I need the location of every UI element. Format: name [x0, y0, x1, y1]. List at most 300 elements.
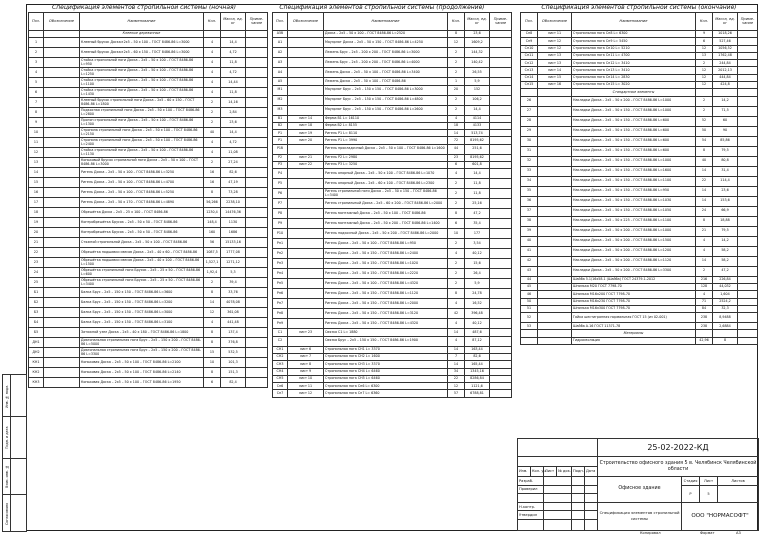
- table-cell: 44,032: [713, 283, 738, 290]
- table-cell: Ригель Доска – 2х5 – 50 х 150 – ГОСТ 8486-86 L=1020: [324, 259, 448, 269]
- table-cell: Ригель Р1 L= 8110: [324, 130, 448, 137]
- table-cell: Б1: [29, 288, 44, 298]
- table-cell: [538, 106, 572, 116]
- table-cell: Балка Брус – 2х5 – 150 х 150 – ГОСТ 8486-86 L=3200: [80, 298, 204, 308]
- table-cell: [490, 353, 512, 360]
- table-cell: [738, 52, 758, 59]
- table-row: [521, 106, 758, 116]
- table-cell: 2: [696, 106, 713, 116]
- table-cell: 2524,2: [713, 298, 738, 305]
- table-row: [273, 105, 512, 115]
- table-cell: [44, 148, 80, 158]
- table-cell: 52: [521, 313, 538, 323]
- table-cell: Стяжной стропильной Доска – 2х5 – 50 х 100 – ГОСТ 8486-86: [80, 238, 204, 248]
- table-cell: 4114: [465, 115, 490, 122]
- table-cell: Р10: [273, 229, 288, 239]
- table-row: [273, 115, 512, 122]
- table-cell: Мауэрлат Брус – 2х5 – 150 х 150 – ГОСТ 8486-86 L=4800: [324, 95, 448, 105]
- table-cell: [538, 216, 572, 226]
- stamp-col-doc: № док.: [557, 467, 572, 477]
- table-row: [29, 138, 268, 148]
- table-cell: 56: [204, 238, 221, 248]
- table-cell: Обрешётка подшивки свесов Доска – 2х5 – 40 х 100 – ГОСТ 8486-86 L=1500: [80, 258, 204, 268]
- sheets-header: Листов: [718, 476, 759, 485]
- table-cell: Р4: [273, 169, 288, 179]
- table-row: [273, 361, 512, 368]
- table-cell: СН2: [273, 353, 288, 360]
- table-cell: 11,08: [221, 148, 246, 158]
- table-cell: Гидроизоляция: [572, 337, 696, 344]
- table-cell: 13: [696, 52, 713, 59]
- table-cell: Ригель стропильный Доска – 2х5 – 60 х 200 – ГОСТ 8486-86 L=2000: [324, 199, 448, 209]
- table-cell: 18: [448, 122, 465, 129]
- table-cell: [738, 67, 758, 74]
- table-cell: [538, 276, 572, 283]
- table-cell: лист 11: [538, 31, 572, 38]
- table-cell: 82,4: [221, 378, 246, 388]
- table-row: [29, 48, 268, 58]
- table-cell: [44, 88, 80, 98]
- table-cell: [490, 390, 512, 397]
- spec-table-1-body: [29, 31, 268, 388]
- table-cell: [738, 176, 758, 186]
- table-cell: [490, 329, 512, 336]
- sheet-title: Спецификация элементов стропильной системы: [598, 502, 682, 530]
- table-cell: лист 14: [288, 115, 324, 122]
- table-cell: [538, 337, 572, 344]
- table-cell: [288, 144, 324, 154]
- table-cell: 21: [696, 226, 713, 236]
- table-cell: Ригель Доска – 2х5 – 50 х 170 – ГОСТ 8486-86 L=4890: [80, 198, 204, 208]
- table-cell: 54: [696, 136, 713, 146]
- table-cell: [490, 199, 512, 209]
- table-cell: [288, 105, 324, 115]
- table-cell: [288, 189, 324, 199]
- table-cell: 40,12: [465, 249, 490, 259]
- table-row: [521, 256, 758, 266]
- table-cell: 4: [448, 249, 465, 259]
- table-cell: [521, 89, 538, 96]
- table-cell: 163,44: [465, 346, 490, 353]
- table-cell: Б3: [29, 308, 44, 318]
- table-row: [29, 358, 268, 368]
- table-cell: 57: [448, 390, 465, 397]
- table-cell: Накладки Доска – 2х5 – 50 х 150 – ГОСТ 8486-86 L=1000: [572, 156, 696, 166]
- table-cell: [738, 96, 758, 106]
- table-cell: [738, 256, 758, 266]
- table-cell: 2: [204, 108, 221, 118]
- table-row: [273, 329, 512, 336]
- table-cell: [288, 31, 324, 38]
- table-cell: Накладки Доска – 2х5 – 50 х 200 – ГОСТ 8486-86 L=1500: [572, 236, 696, 246]
- table-cell: 15: [29, 178, 44, 188]
- table-cell: [490, 346, 512, 353]
- table-cell: 87,12: [465, 336, 490, 346]
- table-cell: [44, 248, 80, 258]
- table-cell: 45: [521, 283, 538, 290]
- table-cell: [288, 78, 324, 85]
- table-cell: [44, 48, 80, 58]
- table-cell: [490, 259, 512, 269]
- table-cell: лист 22: [288, 162, 324, 169]
- stage-value: Р: [682, 485, 700, 502]
- table-cell: Стропильная нога Сн15 L= 3020: [572, 82, 696, 89]
- table-cell: [538, 126, 572, 136]
- table-cell: 14: [448, 346, 465, 353]
- table-cell: лист 14: [538, 67, 572, 74]
- table-cell: 10: [204, 358, 221, 368]
- table-cell: [246, 31, 268, 38]
- table-cell: [44, 378, 80, 388]
- table-cell: 15133,16: [221, 238, 246, 248]
- table-cell: А4: [273, 68, 288, 78]
- table-row: [29, 208, 268, 218]
- table-cell: 66,9: [713, 206, 738, 216]
- table-cell: Связка Брус – 2х5 – 150 х 150 – ГОСТ 8486-86 L=1900: [324, 336, 448, 346]
- table-cell: Р7: [273, 199, 288, 209]
- table-row: [521, 45, 758, 52]
- table-cell: 14: [448, 361, 465, 368]
- table-cell: [490, 31, 512, 38]
- table-cell: 532,5: [221, 348, 246, 358]
- table-cell: 47,2: [465, 209, 490, 219]
- table-cell: 238: [696, 323, 713, 330]
- sheet-number: 5: [700, 485, 718, 502]
- table-cell: Лежень Доска – 2х5 – 50 х 100 – ГОСТ 8486-86 L=3400: [324, 68, 448, 78]
- table-cell: 2: [204, 158, 221, 168]
- table-cell: лист 16: [538, 82, 572, 89]
- table-cell: [44, 31, 80, 38]
- table-cell: [246, 138, 268, 148]
- table-cell: Рн1: [273, 239, 288, 249]
- table-cell: 52: [696, 116, 713, 126]
- spec-table-1: [28, 12, 268, 388]
- table-cell: [246, 168, 268, 178]
- spec-title-1: Спецификация элементов стропильной системы (ночная): [52, 4, 236, 11]
- table-cell: [246, 198, 268, 208]
- table-cell: Накладки Доска – 2х5 – 50 х 200 – ГОСТ 8486-86 L=1120: [572, 256, 696, 266]
- table-cell: Коньковая Доска – 2х5 – 50 х 100 – ГОСТ 8486-86 L=1950: [80, 378, 204, 388]
- table-cell: [204, 31, 221, 38]
- approval-side-strip: [2, 374, 26, 531]
- table-cell: [288, 48, 324, 58]
- table-cell: [246, 248, 268, 258]
- table-cell: 71,5: [713, 106, 738, 116]
- table-row: [521, 283, 758, 290]
- table-cell: [538, 96, 572, 106]
- table-row: [521, 89, 758, 96]
- table-cell: 11,8: [221, 88, 246, 98]
- table-cell: Лежень Брус – 2х5 – 200 х 200 – ГОСТ 8486-86 L=4000: [324, 58, 448, 68]
- table-cell: 2: [448, 189, 465, 199]
- table-row: [273, 259, 512, 269]
- table-cell: [44, 78, 80, 88]
- table-cell: 8: [448, 289, 465, 299]
- table-row: [521, 60, 758, 67]
- table-cell: Ригель Р2 L= 2980: [324, 154, 448, 161]
- table-cell: [490, 38, 512, 48]
- table-cell: 5: [29, 78, 44, 88]
- table-cell: [221, 31, 246, 38]
- table-cell: лист 12: [288, 390, 324, 397]
- column-header: Кол.: [448, 13, 465, 31]
- table-cell: В2: [273, 122, 288, 129]
- role-norm-control: Н.контр.: [518, 502, 544, 511]
- table-cell: А2: [273, 48, 288, 58]
- table-cell: Обрешётка Доска – 2х5 – 25 х 100 – ГОСТ 8486-86: [80, 208, 204, 218]
- table-row: [29, 118, 268, 128]
- table-row: [521, 38, 758, 45]
- table-cell: [44, 178, 80, 188]
- table-cell: 114,4: [713, 176, 738, 186]
- table-cell: 14,2: [713, 96, 738, 106]
- table-row: [273, 137, 512, 144]
- table-cell: [246, 298, 268, 308]
- table-cell: [246, 318, 268, 328]
- table-cell: [288, 199, 324, 209]
- table-cell: 151,3: [221, 368, 246, 378]
- table-cell: [246, 268, 268, 278]
- table-cell: 4: [696, 246, 713, 256]
- table-cell: лист 11: [288, 383, 324, 390]
- table-cell: 4,72: [221, 48, 246, 58]
- table-cell: [490, 319, 512, 329]
- table-cell: 487,6: [465, 329, 490, 336]
- table-cell: 20: [448, 85, 465, 95]
- table-row: [29, 238, 268, 248]
- table-row: [521, 206, 758, 216]
- table-cell: Стропильная нога Сн11 L= 4700: [572, 52, 696, 59]
- table-cell: 6788,81: [465, 390, 490, 397]
- stamp-col-date: Дата: [585, 467, 598, 477]
- table-row: [521, 305, 758, 312]
- table-cell: Накладки Доска – 2х5 – 50 х 225 – ГОСТ 8486-86 L=1100: [572, 216, 696, 226]
- table-cell: Стропильная нога Сн9 L= 5450: [572, 38, 696, 45]
- table-cell: [246, 208, 268, 218]
- table-cell: 4: [448, 336, 465, 346]
- table-cell: Ригель Р3 L= 3250: [324, 162, 448, 169]
- column-header: Наименование: [80, 13, 204, 31]
- table-cell: Стойка стропильной ноги Доска – 2х5 – 50 х 100 – ГОСТ 8486-86 L=1100: [80, 78, 204, 88]
- table-cell: Стропила стропильной ноги Доска – 2х5 – 50 х 100 – ГОСТ 8486-86 L=2400: [80, 138, 204, 148]
- table-cell: [490, 58, 512, 68]
- table-row: [29, 128, 268, 138]
- table-cell: [288, 169, 324, 179]
- table-cell: 7: [29, 98, 44, 108]
- table-cell: [738, 246, 758, 256]
- table-row: [29, 328, 268, 338]
- table-cell: 1: [448, 78, 465, 85]
- table-row: [273, 31, 512, 38]
- table-cell: Ферма В2 L= 8155: [324, 122, 448, 129]
- table-cell: [490, 299, 512, 309]
- organization-name: ООО "НОРМАСОФТ": [682, 502, 759, 530]
- table-cell: [490, 269, 512, 279]
- table-cell: [246, 328, 268, 338]
- table-cell: 2: [448, 179, 465, 189]
- table-cell: [538, 323, 572, 330]
- table-cell: Шайба А.16 ГОСТ 11371-78: [572, 323, 696, 330]
- table-row: [29, 228, 268, 238]
- table-cell: 2: [448, 58, 465, 68]
- table-cell: [490, 375, 512, 382]
- table-row: [521, 176, 758, 186]
- table-cell: Накладки Доска – 2х5 – 50 х 150 – ГОСТ 8486-86 L=600: [572, 116, 696, 126]
- table-cell: [490, 249, 512, 259]
- column-header: Масса, ед. кг: [221, 13, 246, 31]
- table-cell: 8: [204, 188, 221, 198]
- table-cell: [44, 288, 80, 298]
- table-cell: 2: [29, 48, 44, 58]
- table-cell: 23: [29, 258, 44, 268]
- table-row: [521, 186, 758, 196]
- table-cell: Стропильная нога Сн14 L= 2830: [572, 74, 696, 81]
- table-row: [521, 337, 758, 344]
- table-cell: 137,4: [221, 328, 246, 338]
- table-cell: [538, 146, 572, 156]
- table-row: [29, 31, 268, 38]
- table-cell: Сн8: [521, 31, 538, 38]
- table-cell: 6: [448, 219, 465, 229]
- table-cell: Ригель опорный Доска – 2х5 – 60 х 100 – ГОСТ 8486-86 L=2300: [324, 179, 448, 189]
- table-cell: [490, 122, 512, 129]
- table-cell: [696, 330, 713, 337]
- table-cell: [246, 368, 268, 378]
- role-developer: Разраб.: [518, 476, 544, 485]
- table-cell: 42,96: [696, 337, 713, 344]
- table-cell: Накладки Доска – 2х5 – 50 х 200 – ГОСТ 8486-86 L=1200: [572, 246, 696, 256]
- table-cell: Стропильная нога Сн8 L= 6300: [572, 31, 696, 38]
- table-cell: Ригель Доска – 2х5 – 50 х 100 – ГОСТ 8486-86 L=950: [324, 239, 448, 249]
- table-cell: Стропильная нога Сн13 L= 3410: [572, 67, 696, 74]
- table-cell: Р5: [273, 179, 288, 189]
- spec-table-2: [272, 12, 512, 398]
- table-cell: 40,12: [465, 319, 490, 329]
- building-name: Офисное здание: [598, 476, 682, 502]
- table-cell: [490, 105, 512, 115]
- table-cell: 1686: [221, 228, 246, 238]
- table-cell: 244,84: [713, 60, 738, 67]
- table-cell: [538, 330, 572, 337]
- column-header: Поз.: [273, 13, 288, 31]
- table-cell: Стропильная нога СН1 L= 3370: [324, 346, 448, 353]
- table-cell: 30: [521, 136, 538, 146]
- side-label-signature-date: Подп. и дата: [3, 417, 11, 459]
- table-cell: лист 12: [538, 45, 572, 52]
- table-cell: [44, 138, 80, 148]
- stamp-col-count: Кол. уч.: [531, 467, 544, 477]
- table-cell: [288, 95, 324, 105]
- table-cell: [490, 115, 512, 122]
- table-cell: 38: [521, 216, 538, 226]
- table-cell: 2238,10: [221, 198, 246, 208]
- table-cell: 84: [696, 305, 713, 312]
- table-cell: [44, 268, 80, 278]
- table-cell: Сн15: [521, 82, 538, 89]
- table-cell: 39: [521, 226, 538, 236]
- table-cell: 1,527,1: [204, 258, 221, 268]
- table-cell: [538, 256, 572, 266]
- spec-table-1-header: [29, 13, 268, 31]
- table-cell: [490, 368, 512, 375]
- object-name: Строительство офисного здания 5 в. Челябинск Челябинской области: [598, 457, 759, 476]
- table-cell: 8: [204, 328, 221, 338]
- table-row: [521, 266, 758, 276]
- table-cell: 14,4: [465, 169, 490, 179]
- table-cell: [538, 266, 572, 276]
- table-cell: 72: [448, 137, 465, 144]
- table-cell: 13: [29, 158, 44, 168]
- table-cell: Обрешётка стропильной ноги Брусок – 2х5 – 25 х 50 – ГОСТ 8486-86 L=600: [80, 268, 204, 278]
- column-header: Приме-чание: [738, 13, 758, 31]
- table-cell: 42: [521, 256, 538, 266]
- table-cell: 15,6: [465, 259, 490, 269]
- table-cell: 14: [29, 168, 44, 178]
- table-cell: Накладки Доска – 2х5 – 50 х 150 – ГОСТ 8486-86 L=1000: [572, 106, 696, 116]
- table-cell: [288, 259, 324, 269]
- table-cell: Ригель Доска – 2х5 – 50 х 150 – ГОСТ 8486-86 L=2220: [324, 269, 448, 279]
- table-row: [29, 378, 268, 388]
- table-cell: 8: [204, 288, 221, 298]
- table-cell: Б4: [29, 318, 44, 328]
- table-cell: 4: [204, 38, 221, 48]
- table-cell: 152: [465, 85, 490, 95]
- table-cell: 4133: [465, 122, 490, 129]
- table-cell: 1777,08: [221, 248, 246, 258]
- table-cell: Ригель Доска – 2х5 – 50 х 150 – ГОСТ 8486-86 L=2400: [324, 249, 448, 259]
- table-cell: 42: [448, 309, 465, 319]
- table-cell: [44, 188, 80, 198]
- table-cell: Сн11: [521, 52, 538, 59]
- table-row: [29, 58, 268, 68]
- table-cell: Ригель стропильной ноги Доска – 2х5 – 50 х 150 – ГОСТ 8486-86 L=3400: [324, 189, 448, 199]
- table-cell: [538, 226, 572, 236]
- table-cell: [490, 289, 512, 299]
- table-cell: 14: [696, 186, 713, 196]
- table-cell: 6: [29, 88, 44, 98]
- table-row: [521, 166, 758, 176]
- table-cell: [44, 198, 80, 208]
- table-cell: 10: [448, 229, 465, 239]
- table-cell: Стойка стропильной ноги Доска – 2х5 – 50 х 100 – ГОСТ 8486-86 L=950: [80, 58, 204, 68]
- table-cell: 9: [29, 118, 44, 128]
- table-cell: Сн14: [521, 74, 538, 81]
- table-row: [273, 169, 512, 179]
- table-row: [273, 48, 512, 58]
- table-cell: 4: [204, 58, 221, 68]
- table-cell: 14: [696, 196, 713, 206]
- table-cell: [288, 249, 324, 259]
- table-cell: 19: [29, 218, 44, 228]
- spec-table-2-header: [273, 13, 512, 31]
- table-cell: 21: [29, 238, 44, 248]
- table-cell: [738, 283, 758, 290]
- table-cell: СН5: [273, 375, 288, 382]
- table-cell: 128: [696, 283, 713, 290]
- table-row: [521, 96, 758, 106]
- table-cell: 8: [204, 368, 221, 378]
- table-cell: 14,4: [221, 38, 246, 48]
- table-cell: 58,2: [713, 246, 738, 256]
- table-row: [29, 38, 268, 48]
- table-row: [273, 189, 512, 199]
- table-row: [29, 78, 268, 88]
- table-cell: 23,6: [465, 31, 490, 38]
- table-row: [273, 219, 512, 229]
- table-cell: 26,55: [465, 68, 490, 78]
- column-header: Обозначение: [288, 13, 324, 31]
- table-cell: Р9: [273, 219, 288, 229]
